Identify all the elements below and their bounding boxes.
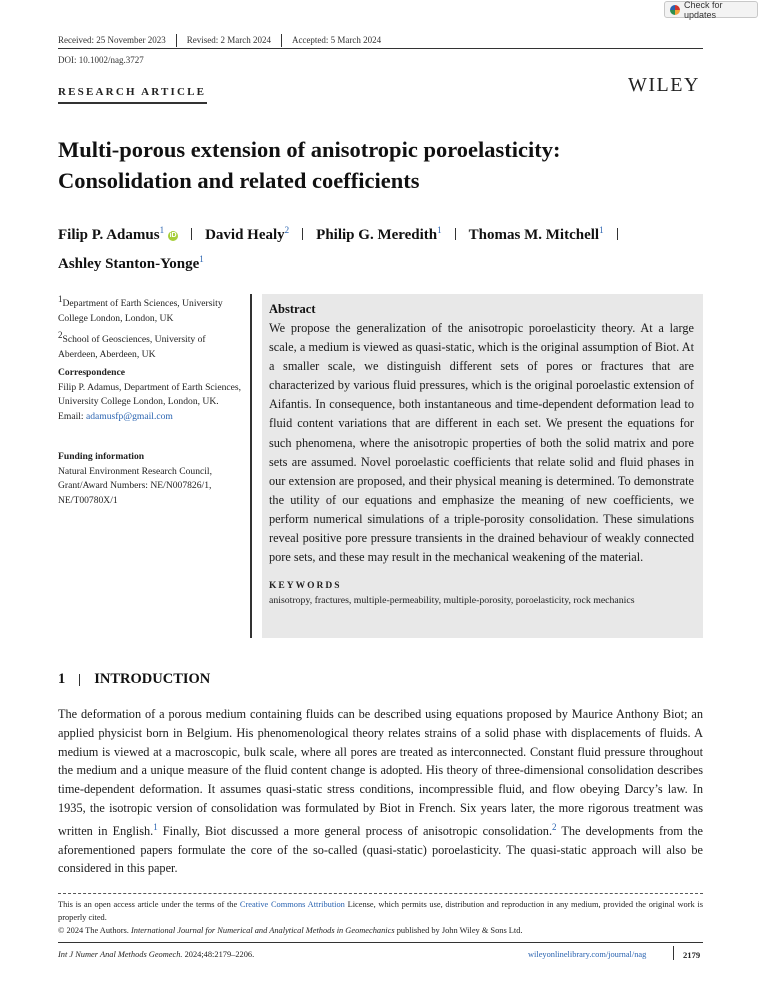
article-type-underline (58, 102, 207, 104)
abstract-heading: Abstract (269, 302, 316, 316)
author[interactable]: Filip P. Adamus$^1$iD (58, 225, 177, 243)
reference-link[interactable]: 2 (552, 821, 557, 832)
affiliation: $^2$School of Geosciences, University of Aberdeen, Aberdeen, UK (58, 330, 206, 360)
author[interactable]: Thomas M. Mitchell$^1$ (468, 225, 604, 243)
correspondence (58, 366, 246, 424)
author[interactable]: David Healy$^2$ (205, 225, 290, 243)
article-type: RESEARCH ARTICLE (58, 86, 207, 98)
correspondence-email: Email: adamusfp@gmail.com (58, 410, 173, 422)
footnote-divider (58, 893, 703, 894)
abstract-text: We propose the generalization of the anisotropic poroelasticity theory. At a large scale, a medium is viewed as quasi-static, which is the original assumption of Biot. At a smaller scale, we distinguish different sets of pores or fractures that are characterized by various fluid pressures, which is the original poroelastic extension of Aifantis. In consequence, both instantaneous and time-dependent deformation lead to fluid content variations that are different in each set. We present the equations for such phenomena, where the anisotropic properties of both the solid matrix and pore sets are assumed. Novel poroelastic coefficients that relate solid and fluid phases in our extension are proposed, and their physical meaning is determined. To demonstrate the utility of our equations and emphasize the meaning of new coefficients, we perform numerical simulations of a triple-porosity consolidation. These simulations reveal positive pore pressure transients in the drained behaviour of weakly connected pore sets, and these may result in the mechanical weakening of the material. (269, 321, 694, 565)
publisher-logo[interactable]: WILEY (628, 74, 700, 96)
article-title (58, 134, 698, 196)
journal-url[interactable]: wileyonlinelibrary.com/journal/nag (528, 950, 647, 959)
orcid-icon[interactable]: iD (169, 232, 177, 239)
check-for-updates-button[interactable] (664, 1, 758, 18)
section-separator (79, 674, 80, 686)
correspondence-text: Filip P. Adamus, Department of Earth Sciences, University College London, London, UK. (58, 381, 242, 407)
funding-text: Natural Environment Research Council, Grant/Award Numbers: NE/N007826/1, NE/T00780X/1 (58, 465, 212, 506)
reference-link[interactable]: 1 (153, 821, 158, 832)
revised-date: Revised: 2 March 2024 (187, 34, 282, 47)
license-link[interactable]: Creative Commons Attribution (239, 900, 345, 909)
author[interactable]: Philip G. Meredith$^1$ (316, 225, 442, 243)
email-link[interactable]: adamusfp@gmail.com (85, 410, 173, 422)
license-text: This is an open access article under the terms of the Creative Commons Attribution License, which permits use, distribution and reproduction in any medium, provided the original work is properly cited. (58, 900, 703, 922)
correspondence-heading: Correspondence (58, 367, 125, 378)
affiliation: $^1$Department of Earth Sciences, University College London, London, UK (58, 294, 223, 324)
title-line-2: Consolidation and related coefficients (58, 168, 420, 193)
keywords-heading: KEYWORDS (269, 581, 342, 592)
footer-rule (58, 942, 703, 943)
doi[interactable]: DOI: 10.1002/nag.3727 (58, 55, 144, 65)
author-separator (455, 228, 456, 240)
license-footnote (58, 898, 703, 937)
section-heading (58, 671, 210, 688)
author-separator (617, 228, 618, 240)
copyright-text: © 2024 The Authors. International Journal for Numerical and Analytical Methods in Geomechanics published by John Wiley & Sons Ltd. (58, 926, 523, 935)
section-number: 1 (58, 671, 66, 687)
title-line-1: Multi-porous extension of anisotropic poroelasticity: (58, 137, 561, 162)
article-dates (58, 34, 401, 47)
author[interactable]: Ashley Stanton-Yonge$^1$ (58, 254, 204, 272)
journal-citation: Int J Numer Anal Methods Geomech. 2024;48:2179–2206. (58, 950, 255, 959)
check-for-updates-label: Check for updates (684, 0, 723, 20)
received-date: Received: 25 November 2023 (58, 34, 177, 47)
funding-information (58, 450, 246, 508)
funding-heading: Funding information (58, 451, 145, 462)
author-list (58, 218, 718, 276)
author-separator (302, 228, 303, 240)
column-divider (250, 294, 252, 638)
abstract-box (262, 294, 703, 638)
page-number: 2179 (683, 950, 701, 960)
intro-paragraph: The deformation of a porous medium containing fluids can be described using equations proposed by Maurice Anthony Biot; an applied physicist born in Belgium. His phenomenological theory relates strains of a solid phase with displacements of fluids. A medium is viewed at a macroscopic, bulk scale, where all pores are treated as interconnected. Constant fluid pressure throughout the medium and a unique measure of the fluid content change is adopted. His theory of three-dimensional consolidation describes time-dependent deformation. It assumes quasi-static stress conditions, incompressible fluid, and flow obeying Darcy’s law. In 1935, the isotropic version of consolidation was formulated by Biot in French. Six years later, the more rigorous treatment was written in English.$^1$ Finally, Biot discussed a more general process of anisotropic consolidation.$^2$ The developments from the aforementioned papers formulate the core of the so-called (quasi-static) poroelasticity. The quasi-static approach will also be considered in this paper. (58, 707, 703, 876)
affiliations (58, 292, 246, 362)
author-separator (191, 228, 192, 240)
page-divider (673, 946, 674, 960)
header-rule (58, 48, 703, 49)
keywords: anisotropy, fractures, multiple-permeability, multiple-porosity, poroelasticity, rock mechanics (269, 595, 635, 607)
accepted-date: Accepted: 5 March 2024 (291, 35, 382, 45)
section-title: INTRODUCTION (94, 671, 211, 687)
crossmark-icon (670, 5, 680, 15)
